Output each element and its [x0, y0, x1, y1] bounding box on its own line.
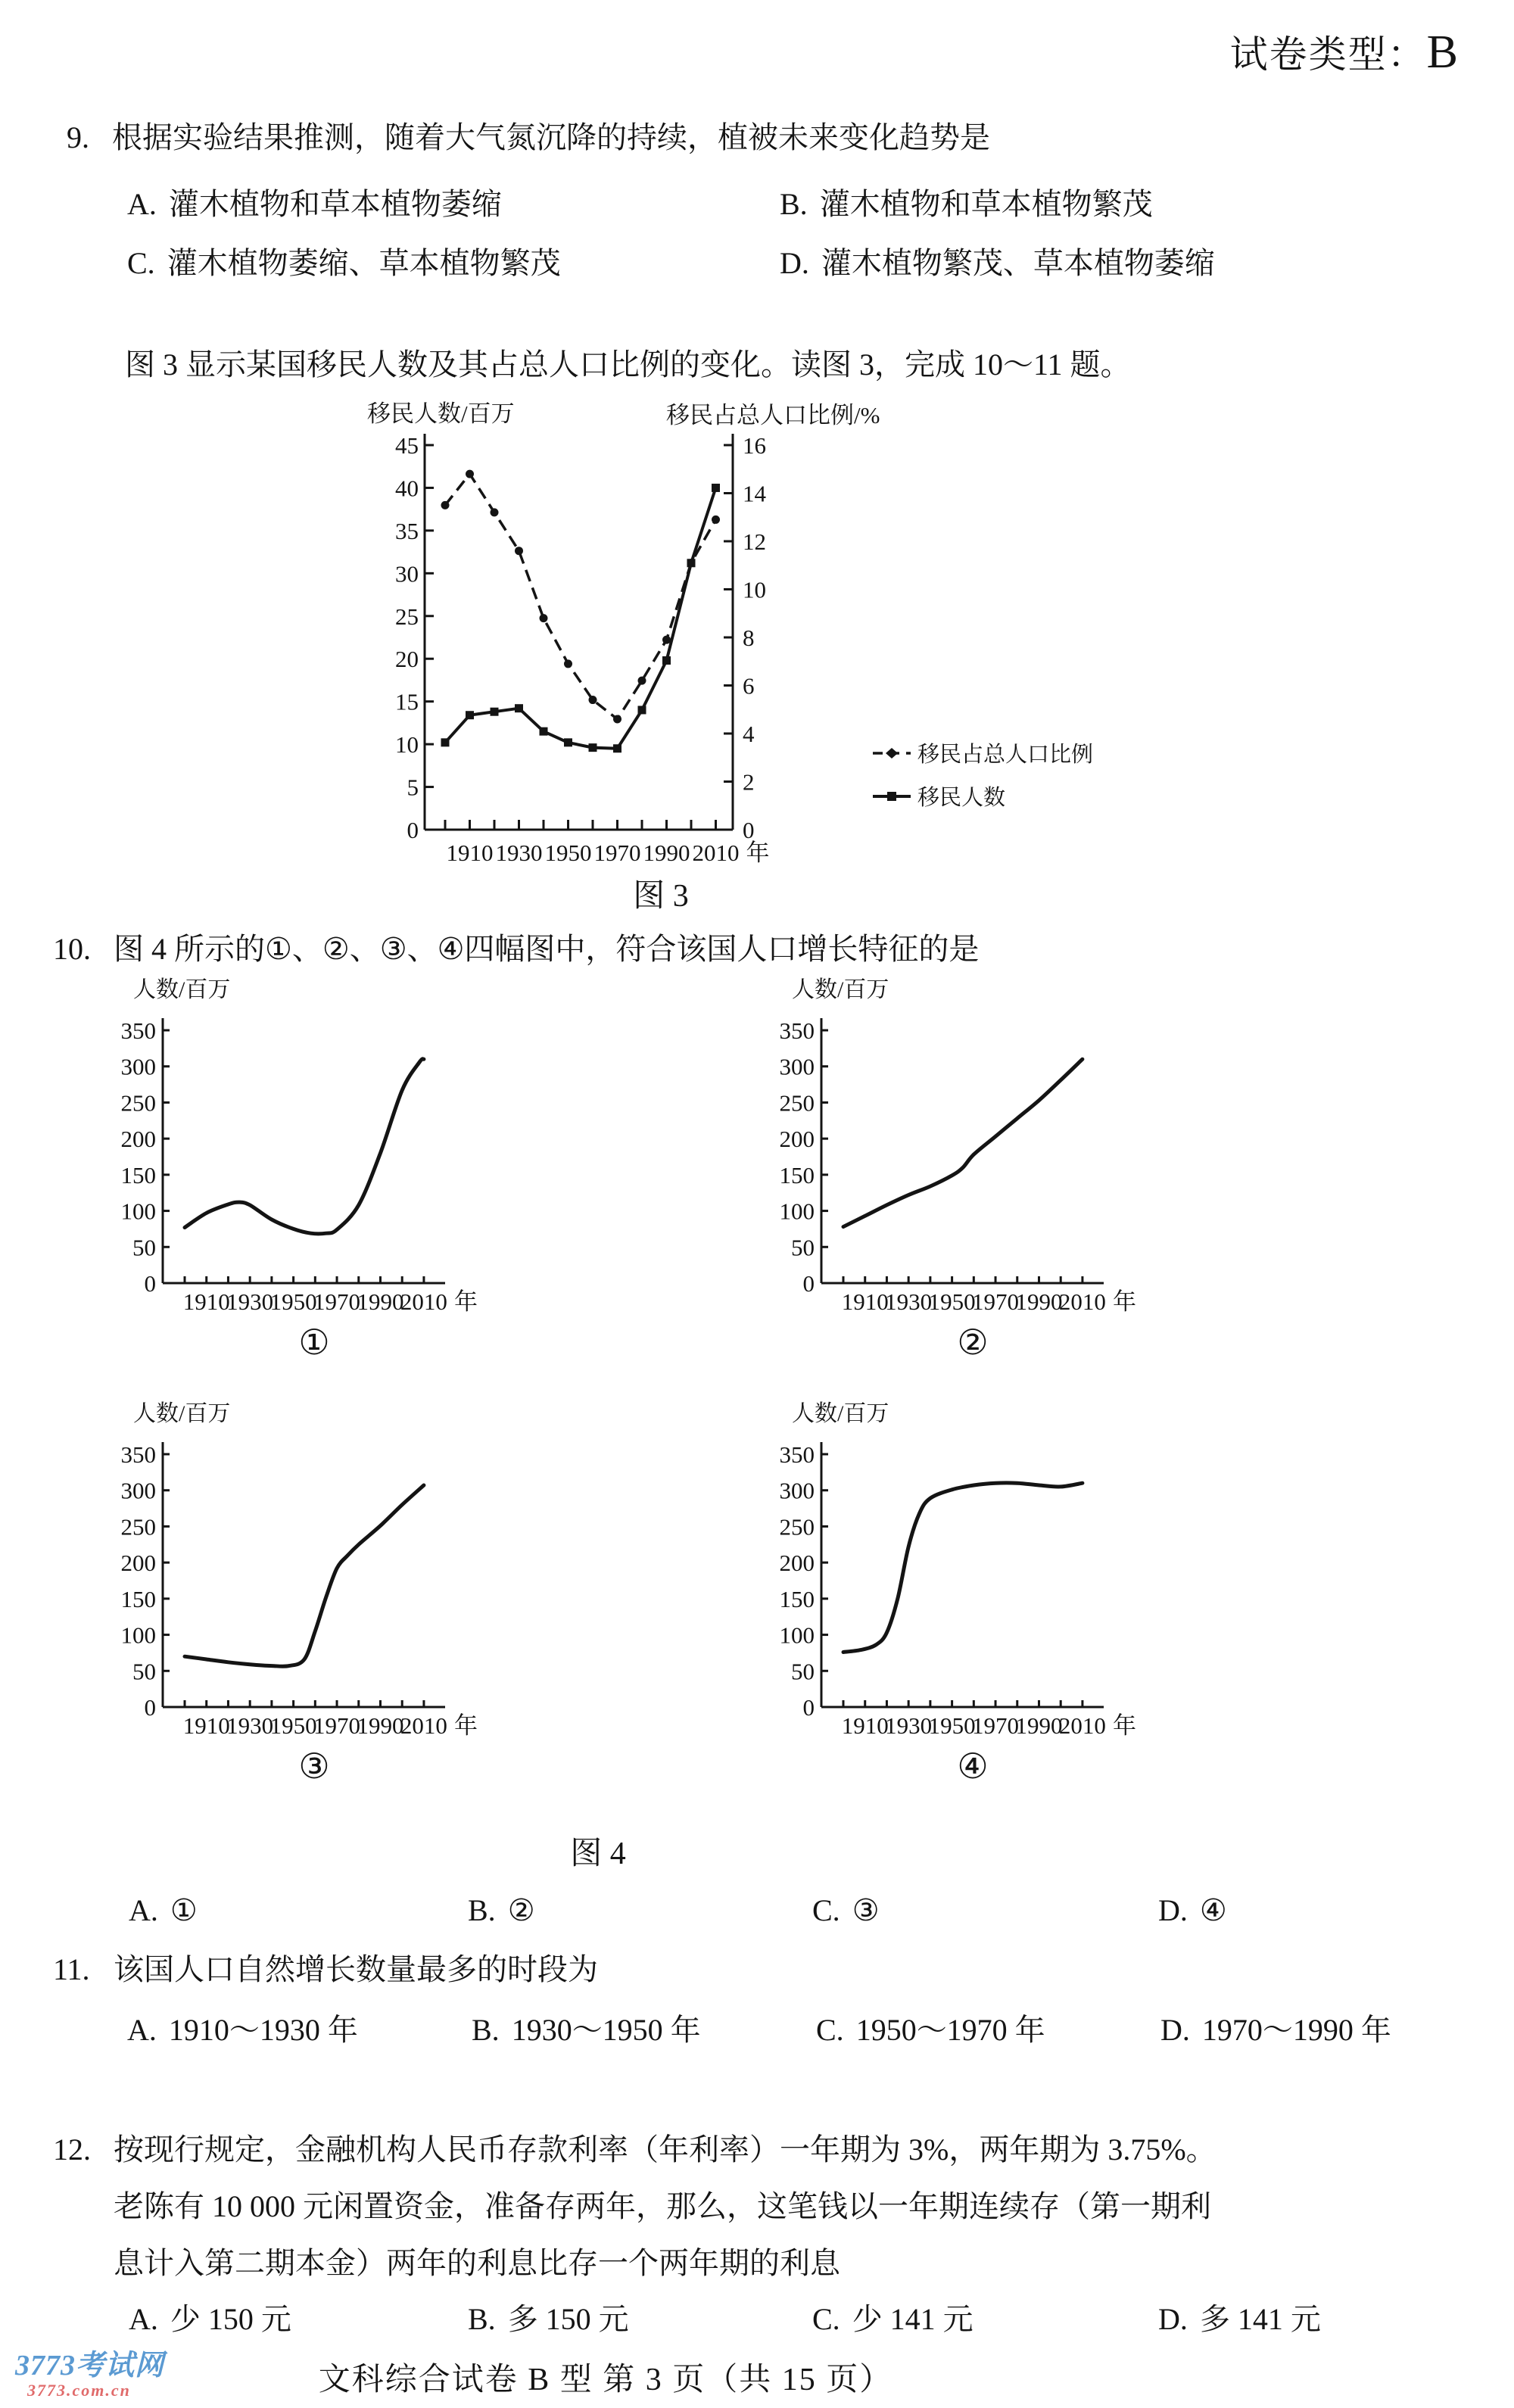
svg-text:1910: 1910 — [841, 1712, 889, 1739]
paper-type-value: B — [1426, 26, 1459, 78]
q12-option-b — [468, 2295, 629, 2338]
question-text: 该国人口自然增长数量最多的时段为 — [114, 1952, 598, 1986]
svg-text:1930: 1930 — [226, 1288, 274, 1315]
svg-text:200: 200 — [780, 1550, 815, 1577]
svg-text:1930: 1930 — [495, 840, 543, 866]
question-text: 根据实验结果推测，随着大气氮沉降的持续，植被未来变化趋势是 — [112, 120, 990, 154]
question-10-stem — [53, 925, 979, 968]
question-12-line-3: 息计入第二期本金）两年的利息比存一个两年期的利息 — [114, 2246, 840, 2280]
question-12-line-1 — [53, 2126, 1216, 2169]
svg-text:人数/百万: 人数/百万 — [133, 977, 231, 1002]
svg-text:350: 350 — [121, 1441, 156, 1468]
svg-text:1990: 1990 — [643, 840, 690, 866]
svg-text:2010: 2010 — [692, 840, 740, 866]
option-text: 灌木植物萎缩、草本植物繁茂 — [167, 246, 561, 280]
q12-option-c — [812, 2295, 974, 2338]
q10-option-d — [1158, 1892, 1227, 1928]
svg-text:0: 0 — [802, 1270, 815, 1297]
svg-text:100: 100 — [780, 1198, 815, 1225]
option-text: 多 141 元 — [1199, 2302, 1321, 2336]
svg-text:200: 200 — [780, 1126, 815, 1153]
svg-text:1950: 1950 — [269, 1288, 317, 1315]
option-label: D. — [1158, 1893, 1188, 1927]
svg-text:16: 16 — [743, 432, 766, 459]
question-number: 10. — [53, 932, 91, 966]
option-label: C. — [816, 2013, 844, 2047]
figure3-intro: 图 3 显示某国移民人数及其占总人口比例的变化。读图 3，完成 10～11 题。 — [125, 347, 1131, 382]
q12-option-a — [129, 2295, 291, 2338]
q9-option-c — [127, 239, 561, 282]
option-text: ② — [507, 1893, 535, 1928]
svg-text:1910: 1910 — [182, 1288, 230, 1315]
figure4-chart-3 — [121, 1395, 507, 1743]
svg-text:1910: 1910 — [446, 840, 494, 866]
svg-text:200: 200 — [121, 1550, 156, 1577]
option-text: ① — [170, 1893, 198, 1928]
svg-text:5: 5 — [407, 774, 419, 801]
question-9-stem — [67, 114, 990, 157]
svg-text:25: 25 — [395, 603, 419, 630]
svg-text:2010: 2010 — [1058, 1288, 1106, 1315]
q11-option-c — [816, 2006, 1045, 2049]
q9-option-a — [127, 180, 502, 223]
svg-text:年: 年 — [454, 1712, 478, 1739]
figure3-dual-axis-chart — [333, 390, 1136, 871]
svg-text:100: 100 — [121, 1198, 156, 1225]
option-label: C. — [812, 1893, 840, 1927]
svg-text:250: 250 — [121, 1513, 156, 1540]
svg-text:350: 350 — [780, 1441, 815, 1468]
svg-text:1970: 1970 — [972, 1288, 1020, 1315]
svg-text:移民占总人口比例: 移民占总人口比例 — [917, 743, 1094, 767]
svg-text:1950: 1950 — [928, 1288, 976, 1315]
svg-text:300: 300 — [780, 1053, 815, 1080]
svg-text:50: 50 — [791, 1658, 815, 1685]
svg-text:1950: 1950 — [269, 1712, 317, 1739]
svg-text:人数/百万: 人数/百万 — [133, 1401, 231, 1426]
option-label: B. — [780, 187, 808, 221]
option-text: ④ — [1199, 1893, 1227, 1928]
option-label: B. — [468, 2302, 496, 2336]
option-text: 多 150 元 — [507, 2302, 629, 2336]
option-text: 1970～1990 年 — [1201, 2013, 1391, 2047]
svg-text:0: 0 — [407, 817, 419, 843]
svg-text:50: 50 — [132, 1234, 156, 1261]
figure4-chart2-caption: ② — [957, 1322, 989, 1363]
svg-text:150: 150 — [121, 1161, 156, 1188]
q11-option-a — [127, 2006, 358, 2049]
question-number: 12. — [53, 2132, 91, 2167]
svg-text:250: 250 — [121, 1089, 156, 1117]
svg-text:年: 年 — [746, 840, 770, 866]
svg-text:30: 30 — [395, 560, 419, 587]
svg-text:10: 10 — [743, 576, 766, 603]
figure4-chart4-caption: ④ — [957, 1746, 989, 1787]
q9-option-d — [780, 239, 1215, 282]
svg-text:50: 50 — [132, 1658, 156, 1685]
svg-text:1930: 1930 — [885, 1712, 933, 1739]
svg-text:移民人数/百万: 移民人数/百万 — [367, 400, 515, 427]
option-label: C. — [127, 246, 155, 280]
option-text: 1910～1930 年 — [168, 2013, 358, 2047]
svg-text:250: 250 — [780, 1513, 815, 1540]
figure4-chart-1 — [121, 971, 507, 1319]
svg-text:45: 45 — [395, 432, 419, 459]
svg-text:4: 4 — [743, 721, 755, 747]
option-text: 1930～1950 年 — [511, 2013, 701, 2047]
q11-option-d — [1160, 2006, 1391, 2049]
paper-type — [1230, 24, 1459, 79]
svg-text:1970: 1970 — [593, 840, 641, 866]
svg-text:14: 14 — [743, 480, 766, 507]
svg-text:150: 150 — [121, 1585, 156, 1612]
option-text: 灌木植物繁茂、草本植物萎缩 — [821, 246, 1215, 280]
svg-text:100: 100 — [780, 1621, 815, 1649]
svg-text:人数/百万: 人数/百万 — [792, 1401, 889, 1426]
svg-text:50: 50 — [791, 1234, 815, 1261]
svg-text:8: 8 — [743, 625, 755, 651]
option-label: A. — [127, 2013, 157, 2047]
svg-text:150: 150 — [780, 1585, 815, 1612]
paper-type-label: 试卷类型： — [1229, 33, 1427, 76]
svg-text:350: 350 — [780, 1017, 815, 1044]
question-text: 按现行规定，金融机构人民币存款利率（年利率）一年期为 3%，两年期为 3.75%。 — [114, 2132, 1216, 2167]
option-label: B. — [472, 2013, 500, 2047]
figure4-chart-2 — [780, 971, 1166, 1319]
svg-text:1990: 1990 — [1015, 1712, 1063, 1739]
svg-text:100: 100 — [121, 1621, 156, 1649]
figure4-caption: 图 4 — [570, 1836, 626, 1871]
option-label: D. — [1158, 2302, 1188, 2336]
option-text: 少 150 元 — [170, 2302, 291, 2336]
svg-text:1930: 1930 — [226, 1712, 274, 1739]
svg-text:年: 年 — [1113, 1288, 1136, 1315]
option-label: A. — [129, 1893, 158, 1927]
svg-text:1930: 1930 — [885, 1288, 933, 1315]
svg-text:人数/百万: 人数/百万 — [792, 977, 889, 1002]
option-label: C. — [812, 2302, 840, 2336]
svg-text:1910: 1910 — [182, 1712, 230, 1739]
q9-option-b — [780, 180, 1153, 223]
svg-text:1970: 1970 — [972, 1712, 1020, 1739]
question-number: 9. — [67, 120, 89, 154]
svg-text:350: 350 — [121, 1017, 156, 1044]
q10-option-a — [129, 1892, 198, 1928]
svg-text:移民人数: 移民人数 — [917, 786, 1006, 810]
question-12-line-2: 老陈有 10 000 元闲置资金，准备存两年，那么，这笔钱以一年期连续存（第一期利 — [114, 2189, 1211, 2223]
figure4-chart3-caption: ③ — [298, 1746, 330, 1787]
q12-option-d — [1158, 2295, 1321, 2338]
option-text: 少 141 元 — [852, 2302, 974, 2336]
option-text: ③ — [852, 1893, 880, 1928]
svg-text:0: 0 — [743, 817, 755, 843]
q10-option-b — [468, 1892, 535, 1928]
svg-text:年: 年 — [454, 1288, 478, 1315]
option-text: 灌木植物和草本植物繁茂 — [819, 187, 1153, 221]
figure-3 — [333, 390, 1136, 874]
svg-text:0: 0 — [802, 1694, 815, 1721]
option-label: A. — [127, 187, 157, 221]
svg-text:1990: 1990 — [1015, 1288, 1063, 1315]
question-number: 11. — [53, 1952, 90, 1986]
svg-text:200: 200 — [121, 1126, 156, 1153]
svg-text:0: 0 — [144, 1270, 156, 1297]
svg-text:35: 35 — [395, 517, 419, 544]
svg-text:1950: 1950 — [928, 1712, 976, 1739]
option-label: D. — [1160, 2013, 1190, 2047]
figure4-chart1-caption: ① — [298, 1322, 330, 1363]
svg-text:0: 0 — [144, 1694, 156, 1721]
svg-text:1910: 1910 — [841, 1288, 889, 1315]
option-label: D. — [780, 246, 809, 280]
watermark-site: 3773考试网 — [15, 2350, 165, 2382]
watermark-url: 3773.com.cn — [27, 2380, 131, 2400]
figure3-caption: 图 3 — [633, 879, 689, 914]
svg-text:20: 20 — [395, 646, 419, 673]
svg-text:300: 300 — [780, 1477, 815, 1504]
svg-text:12: 12 — [743, 528, 766, 555]
question-11-stem — [53, 1945, 598, 1989]
svg-text:1970: 1970 — [313, 1288, 361, 1315]
q11-option-b — [472, 2006, 701, 2049]
svg-text:40: 40 — [395, 475, 419, 502]
svg-text:150: 150 — [780, 1161, 815, 1188]
svg-text:移民占总人口比例/%: 移民占总人口比例/% — [666, 402, 880, 428]
svg-text:15: 15 — [395, 688, 419, 715]
svg-text:6: 6 — [743, 672, 755, 699]
svg-text:2010: 2010 — [1058, 1712, 1106, 1739]
option-text: 灌木植物和草本植物萎缩 — [168, 187, 502, 221]
svg-text:年: 年 — [1113, 1712, 1136, 1739]
option-label: B. — [468, 1893, 496, 1927]
svg-text:2: 2 — [743, 768, 755, 796]
question-text: 图 4 所示的①、②、③、④四幅图中，符合该国人口增长特征的是 — [114, 932, 980, 966]
watermark — [15, 2351, 164, 2399]
option-text: 1950～1970 年 — [855, 2013, 1045, 2047]
svg-text:300: 300 — [121, 1053, 156, 1080]
svg-text:250: 250 — [780, 1089, 815, 1117]
svg-text:2010: 2010 — [400, 1712, 447, 1739]
page-footer: 文科综合试卷 B 型 第 3 页（共 15 页） — [318, 2363, 893, 2397]
svg-text:1970: 1970 — [313, 1712, 361, 1739]
svg-text:300: 300 — [121, 1477, 156, 1504]
option-label: A. — [129, 2302, 158, 2336]
figure4-chart-4 — [780, 1395, 1166, 1743]
svg-text:10: 10 — [395, 731, 419, 759]
svg-text:1990: 1990 — [357, 1712, 404, 1739]
svg-text:2010: 2010 — [400, 1288, 447, 1315]
q10-option-c — [812, 1892, 880, 1928]
svg-text:1990: 1990 — [357, 1288, 404, 1315]
svg-text:1950: 1950 — [544, 840, 592, 866]
